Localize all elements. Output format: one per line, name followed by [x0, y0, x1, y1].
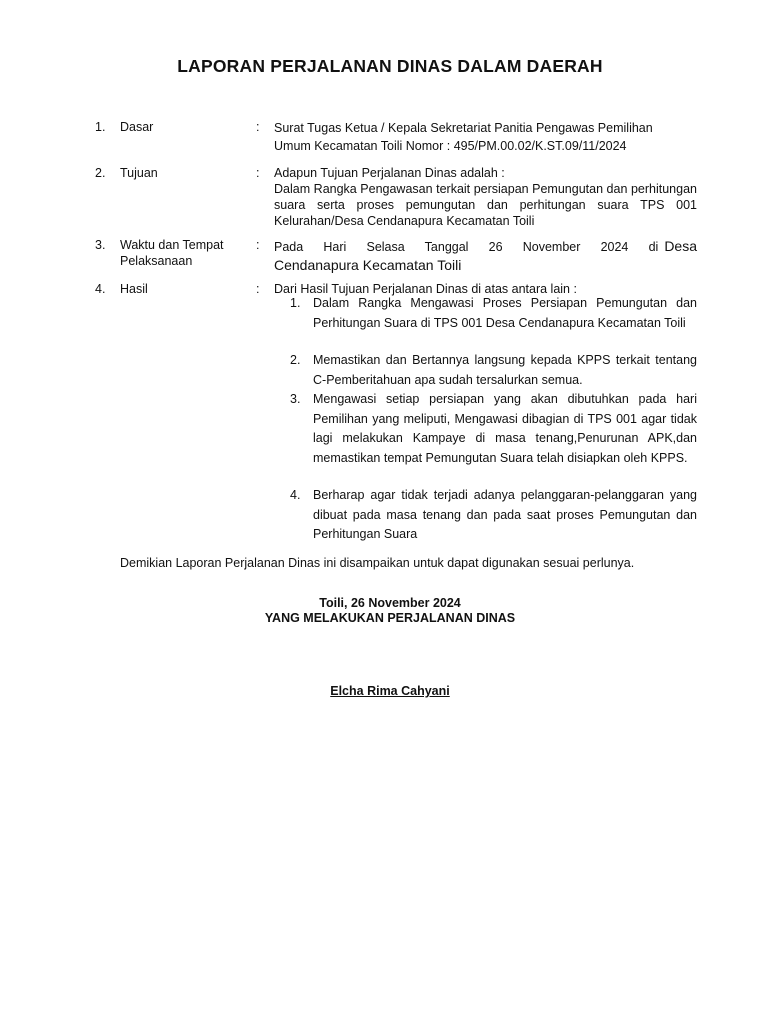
point-text: Dalam Rangka Mengawasi Proses Persiapan Pemungutan dan Perhitungan Suara di TPS 001 Desa Cendanapura Kecamatan Toili: [313, 296, 697, 330]
item-label: Dasar: [120, 120, 154, 134]
item-label: Tujuan: [120, 166, 158, 180]
content-text-c: Cendanapura Kecamatan Toili: [274, 257, 462, 273]
content-intro: Dari Hasil Tujuan Perjalanan Dinas di atas antara lain :: [274, 282, 577, 296]
point-text: Berharap agar tidak terjadi adanya pelanggaran-pelanggaran yang dibuat pada masa tenang dan pada saat proses Pemungutan dan Perhitungan Suara: [313, 488, 697, 541]
content-intro: Adapun Tujuan Perjalanan Dinas adalah :: [274, 166, 505, 180]
item-number: 1.: [95, 120, 106, 134]
point-text: Memastikan dan Bertannya langsung kepada KPPS terkait tentang C-Pemberitahuan apa sudah tersalurkan semua.: [313, 353, 697, 387]
item-number: 2.: [95, 166, 106, 180]
content-text: Dalam Rangka Pengawasan terkait persiapan Pemungutan dan perhitungan suara serta proses pemungutan dan perhitungan suara TPS 001 Kelurahan/Desa Cendanapura Kecamatan Toili: [274, 182, 697, 228]
signer-title: YANG MELAKUKAN PERJALANAN DINAS: [264, 611, 516, 625]
item-content: [274, 237, 697, 274]
signer-name: Elcha Rima Cahyani: [330, 684, 450, 698]
item-content: [274, 165, 697, 229]
item-label: Waktu dan Tempat Pelaksanaan: [120, 238, 224, 268]
item-number: 4.: [95, 282, 106, 296]
content-line-text: [274, 238, 658, 256]
content-line: Surat Tugas Ketua / Kepala Sekretariat Panitia Pengawas Pemilihan: [274, 121, 653, 135]
closing-statement: Demikian Laporan Perjalanan Dinas ini disampaikan untuk dapat digunakan sesuai perlunya.: [120, 556, 635, 570]
content-text-b: Desa: [664, 238, 697, 254]
item-colon: :: [256, 120, 260, 134]
point-text: Mengawasi setiap persiapan yang akan dibutuhkan pada hari Pemilihan yang meliputi, Mengawasi dibagian di TPS 001 agar tidak lagi melakukan Kampaye di masa tenang,Penurunan APK,dan memastikan tempat Pemungutan Suara telah disiapkan oleh KPPS.: [313, 392, 697, 465]
item-colon: :: [256, 282, 260, 296]
item-colon: :: [256, 166, 260, 180]
signature-block: [0, 596, 768, 626]
item-number: 3.: [95, 238, 106, 252]
content-text-a: Pada Hari Selasa Tanggal 26 November 2024 di: [274, 240, 659, 254]
point-number: 3.: [290, 392, 301, 406]
item-label: Hasil: [120, 282, 148, 296]
point-number: 1.: [290, 296, 301, 310]
document-title: LAPORAN PERJALANAN DINAS DALAM DAERAH: [177, 56, 603, 76]
point-number: 4.: [290, 488, 301, 502]
item-content: [274, 119, 697, 155]
item-colon: :: [256, 238, 260, 252]
point-number: 2.: [290, 353, 301, 367]
content-line: [274, 237, 697, 256]
place-date: Toili, 26 November 2024: [319, 596, 461, 610]
content-line: Umum Kecamatan Toili Nomor : 495/PM.00.02/K.ST.09/11/2024: [274, 139, 627, 153]
